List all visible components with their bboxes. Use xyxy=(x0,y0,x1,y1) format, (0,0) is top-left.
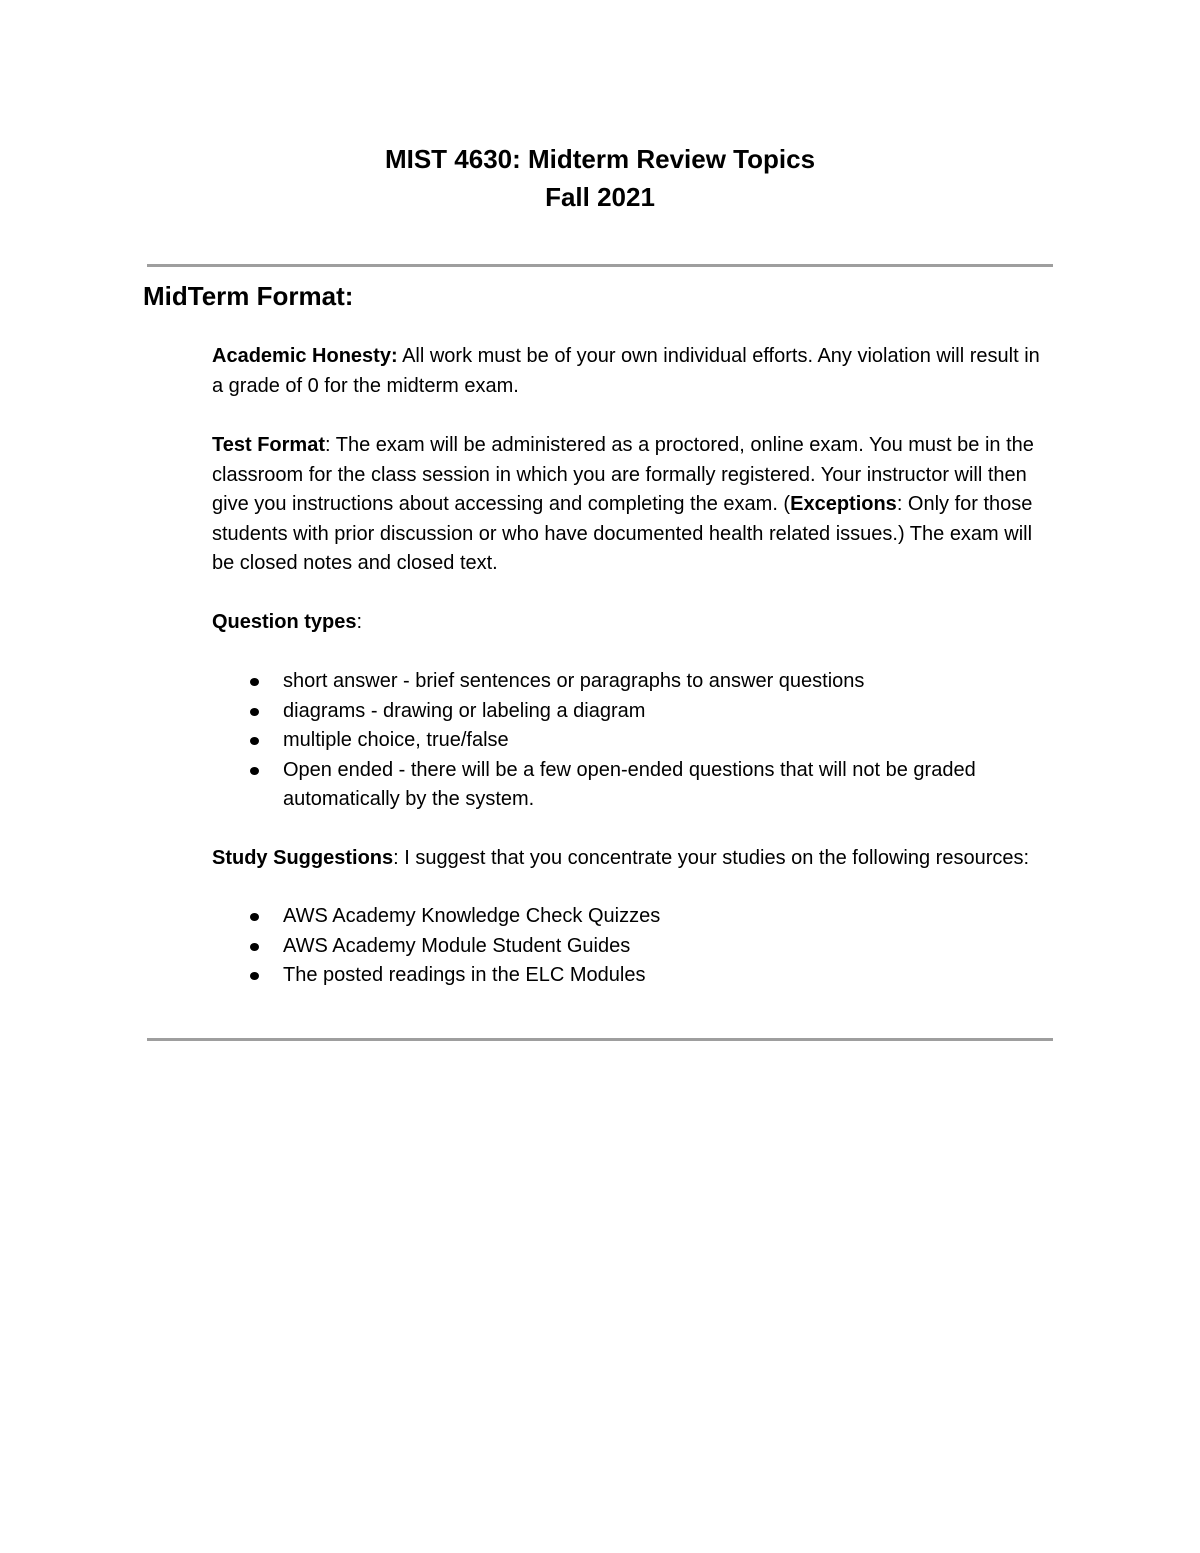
question-types-list xyxy=(212,667,1052,815)
list-item-text: AWS Academy Module Student Guides xyxy=(283,934,631,957)
question-types-label: Question types xyxy=(212,611,357,633)
list-item xyxy=(212,932,1052,962)
study-suggestions-text: : I suggest that you concentrate your studies on the following resources: xyxy=(393,847,1030,869)
list-item xyxy=(212,961,1052,991)
academic-honesty-text: All work must be of your own individual efforts. Any violation will result in a grade of 0 for the midterm exam. xyxy=(212,345,1040,397)
exceptions-label: Exceptions xyxy=(790,493,897,516)
academic-honesty-paragraph xyxy=(212,342,1052,401)
study-suggestions-list xyxy=(212,902,1052,991)
academic-honesty-label: Academic Honesty: xyxy=(212,345,398,367)
top-divider xyxy=(147,264,1053,267)
test-format-text-before: : The exam will be administered as a proctored, online exam. You must be in the classroom for the class session in which you are formally registered. Your instructor will then give you instructions about accessing and completing the exam. ( xyxy=(212,434,1034,516)
list-item-text: The posted readings in the ELC Modules xyxy=(283,964,646,987)
list-item xyxy=(212,697,1052,727)
study-suggestions-label: Study Suggestions xyxy=(212,847,394,869)
list-item xyxy=(212,756,1052,815)
test-format-paragraph xyxy=(212,431,1052,579)
bullet-icon xyxy=(250,767,259,775)
list-item-text: AWS Academy Knowledge Check Quizzes xyxy=(283,905,661,927)
list-item-text: diagrams - drawing or labeling a diagram xyxy=(283,699,646,722)
section-heading: MidTerm Format: xyxy=(143,281,354,311)
list-item xyxy=(212,902,1052,932)
list-item xyxy=(212,667,1052,697)
list-item-text: Open ended - there will be a few open-ended questions that will not be graded automatically by the system. xyxy=(283,758,976,811)
bullet-icon xyxy=(250,913,259,921)
bottom-divider xyxy=(147,1038,1053,1041)
test-format-text-after: : Only for those students with prior discussion or who have documented health related issues.) The exam will be closed notes and closed text. xyxy=(212,493,1033,575)
question-types-suffix: : xyxy=(356,611,363,633)
study-suggestions-paragraph xyxy=(212,844,1052,874)
list-item-text: multiple choice, true/false xyxy=(283,729,509,752)
test-format-label: Test Format xyxy=(212,434,325,456)
bullet-icon xyxy=(250,943,259,951)
list-item xyxy=(212,726,1052,756)
bullet-icon xyxy=(250,708,259,716)
question-types-paragraph xyxy=(212,608,1052,638)
bullet-icon xyxy=(250,737,259,745)
document-subtitle: Fall 2021 xyxy=(545,182,655,212)
bullet-icon xyxy=(250,972,259,980)
document-title: MIST 4630: Midterm Review Topics xyxy=(384,144,816,174)
bullet-icon xyxy=(250,678,259,686)
list-item-text: short answer - brief sentences or paragraphs to answer questions xyxy=(283,670,865,692)
